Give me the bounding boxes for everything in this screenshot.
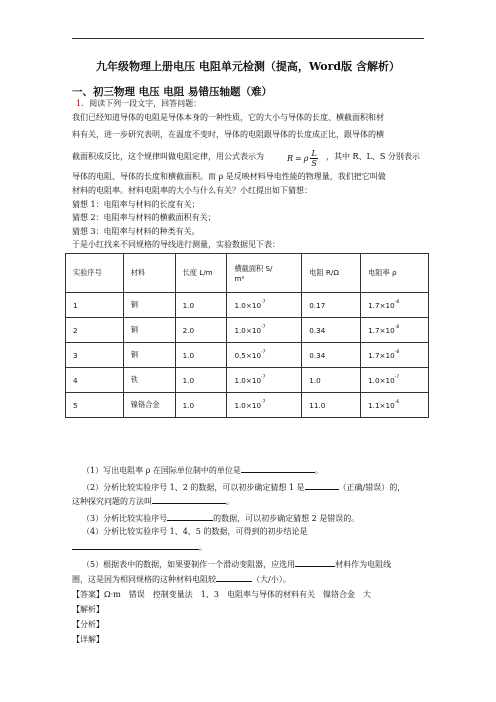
col-header-length: 长度 L/m	[175, 254, 227, 293]
subq-2	[82, 481, 405, 494]
cell-rho-mantissa: 1.1×10	[368, 400, 395, 410]
cell-length: 1.0	[175, 393, 227, 418]
cell-length: 1.0	[175, 368, 227, 393]
subq-4: （4）分析比较实验序号 1、4、5 的数据，可得到的初步结论是	[82, 527, 308, 536]
cell-area-exp: -7	[261, 374, 266, 380]
cell-area-exp: -7	[261, 399, 266, 405]
col-header-resistivity: 电阻率 ρ	[361, 254, 429, 293]
cell-rho-exp: -8	[394, 299, 400, 305]
cell-area-exp: -7	[261, 299, 266, 305]
cell-area	[227, 393, 302, 418]
para2-line-1: 导体的电阻、导体的长度和横截面积。而 ρ 是反映材料导电性能的物理量，我们把它叫做	[72, 172, 386, 181]
answer-text: Ω·m 错误 控制变量法 1、3 电阻率与导体的材料有关 镍铬合金 大	[104, 590, 371, 599]
cell-rho-mantissa: 1.0×10	[368, 375, 395, 385]
answer-blank[interactable]	[167, 512, 213, 521]
cell-resistivity	[361, 293, 429, 318]
subq-2-text-c: 这种探究问题的方法叫	[72, 497, 152, 506]
cell-area-exp: -7	[261, 349, 266, 355]
data-table	[65, 253, 429, 418]
subq-1-text: （1）写出电阻率 ρ 在国际单位制中的单位是	[82, 466, 241, 475]
para2-line-2: 材料的电阻率。材料电阻率的大小与什么有关？小红提出如下猜想：	[72, 186, 312, 195]
formula-fraction	[310, 149, 317, 168]
cell-resistivity	[361, 318, 429, 343]
table-intro: 于是小红找来不同规格的导线进行测量，实验数据见下表：	[72, 240, 280, 249]
cell-area	[227, 343, 302, 368]
cell-area	[227, 293, 302, 318]
subq-5-text-b: 材料作为电阻线	[335, 560, 392, 569]
cell-length: 2.0	[175, 318, 227, 343]
answer-line	[72, 589, 371, 601]
cell-rho-exp: -7	[394, 374, 400, 380]
cell-length: 1.0	[175, 343, 227, 368]
col-header-index: 实验序号	[66, 254, 124, 293]
para-line-3: 截面积成反比，这个规律叫做电阻定律，用公式表示为	[72, 152, 264, 161]
cell-resistance: 11.0	[302, 393, 361, 418]
cell-index: 3	[66, 343, 124, 368]
cell-area-mantissa: 1.0×10	[234, 325, 262, 335]
answer-blank[interactable]	[305, 481, 339, 490]
cell-length: 1.0	[175, 293, 227, 318]
subq-5-text-c: 圈，这是因为相同规格的这种材料电阻较	[72, 575, 216, 584]
subq-1	[82, 464, 323, 477]
col-header-material: 材料	[123, 254, 175, 293]
cell-rho-mantissa: 1.7×10	[368, 300, 395, 310]
cell-material: 镍铬合金	[123, 393, 175, 418]
answer-blank[interactable]	[72, 541, 199, 550]
answer-blank[interactable]	[152, 495, 226, 504]
cell-resistivity	[361, 393, 429, 418]
resistance-formula	[287, 149, 318, 168]
answer-label: 【答案】	[72, 590, 104, 599]
cell-material: 铜	[123, 318, 175, 343]
cell-area-mantissa: 1.0×10	[234, 375, 262, 385]
guess-3: 猜想 3：电阻率与材料的种类有关。	[72, 227, 200, 236]
subq-3-text-b: 的数据，可以初步确定猜想 2 是错误的。	[213, 514, 360, 523]
formula-rho: ρ	[303, 154, 309, 163]
period: 。	[199, 543, 207, 552]
cell-index: 5	[66, 393, 124, 418]
formula-tail: ，其中 R、L、S 分别表示	[326, 152, 420, 161]
cell-resistance: 0.17	[302, 293, 361, 318]
para-line-2: 料有关，进一步研究表明，在温度不变时，导体的电阻跟导体的长度成正比，跟导体的横	[72, 130, 384, 139]
col-header-area-label: 横截面积 S/	[234, 263, 273, 273]
table-row	[66, 318, 429, 343]
subq-2-cont	[72, 495, 234, 508]
cell-index: 1	[66, 293, 124, 318]
formula-eq: =	[295, 154, 302, 163]
answer-blank[interactable]	[295, 558, 335, 567]
table-row	[66, 293, 429, 318]
subq-3	[82, 512, 359, 525]
cell-area-mantissa: 0.5×10	[234, 350, 262, 360]
period: 。	[226, 497, 234, 506]
cell-area-exp: -7	[261, 324, 266, 330]
cell-rho-exp: -6	[394, 399, 400, 405]
cell-resistance: 1.0	[302, 368, 361, 393]
subq-5-text-a: （5）根据表中的数据，如果要制作一个滑动变阻器，应选用	[82, 560, 296, 569]
formula-lhs: R	[287, 154, 294, 163]
cell-rho-exp: -8	[394, 324, 400, 330]
question-lead: 阅读下列一段文字，回答问题：	[89, 99, 202, 108]
formula-denominator: S	[311, 159, 317, 168]
formula-numerator: L	[311, 149, 317, 158]
cell-area	[227, 318, 302, 343]
col-header-area	[227, 254, 302, 293]
question-intro	[76, 98, 201, 110]
cell-rho-mantissa: 1.7×10	[368, 350, 395, 360]
header-rule	[72, 38, 424, 39]
answer-blank[interactable]	[216, 573, 252, 582]
table-row	[66, 368, 429, 393]
analysis-tag: 【解析】	[72, 605, 104, 614]
cell-resistivity	[361, 368, 429, 393]
cell-index: 2	[66, 318, 124, 343]
cell-material: 铜	[123, 343, 175, 368]
guess-2: 猜想 2：电阻率与材料的横截面积有关；	[72, 213, 216, 222]
para-line-1: 我们已经知道导体的电阻是导体本身的一种性质，它的大小与导体的长度、横截面积和材	[72, 113, 384, 122]
guess-1: 猜想 1：电阻率与材料的长度有关；	[72, 200, 200, 209]
table-row	[66, 343, 429, 368]
detail-tag: 【详解】	[72, 635, 104, 644]
cell-area-mantissa: 1.0×10	[234, 300, 262, 310]
subq-2-text-b: （正确/错误）的，	[338, 483, 406, 492]
cell-material: 铁	[123, 368, 175, 393]
cell-resistivity	[361, 343, 429, 368]
subq-2-text-a: （2）分析比较实验序号 1、2 的数据，可以初步确定猜想 1 是	[82, 483, 305, 492]
cell-area-mantissa: 1.0×10	[234, 400, 262, 410]
question-number: 1．	[76, 99, 90, 108]
col-header-area-unit: m²	[234, 273, 245, 283]
subq-5	[82, 558, 391, 571]
subq-5-cont	[72, 573, 291, 586]
section-heading: 一、初三物理 电压 电阻 易错压轴题（难）	[72, 86, 272, 98]
col-header-resistance: 电阻 R/Ω	[302, 254, 361, 293]
subq-5-text-d: （大/小）。	[252, 575, 291, 584]
table-row	[66, 393, 429, 418]
subq-3-text-a: （3）分析比较实验序号	[82, 514, 168, 523]
subq-4-cont	[72, 541, 207, 554]
answer-blank[interactable]	[241, 464, 315, 473]
cell-resistance: 0.34	[302, 318, 361, 343]
fenxi-tag: 【分析】	[72, 620, 104, 629]
cell-material: 铜	[123, 293, 175, 318]
page-title: 九年级物理上册电压 电阻单元检测（提高，Word版 含解析）	[96, 60, 400, 73]
cell-index: 4	[66, 368, 124, 393]
table-header-row	[66, 254, 429, 293]
period: 。	[314, 466, 323, 475]
cell-rho-exp: -8	[394, 349, 400, 355]
cell-area	[227, 368, 302, 393]
cell-resistance: 0.34	[302, 343, 361, 368]
cell-rho-mantissa: 1.7×10	[368, 325, 395, 335]
